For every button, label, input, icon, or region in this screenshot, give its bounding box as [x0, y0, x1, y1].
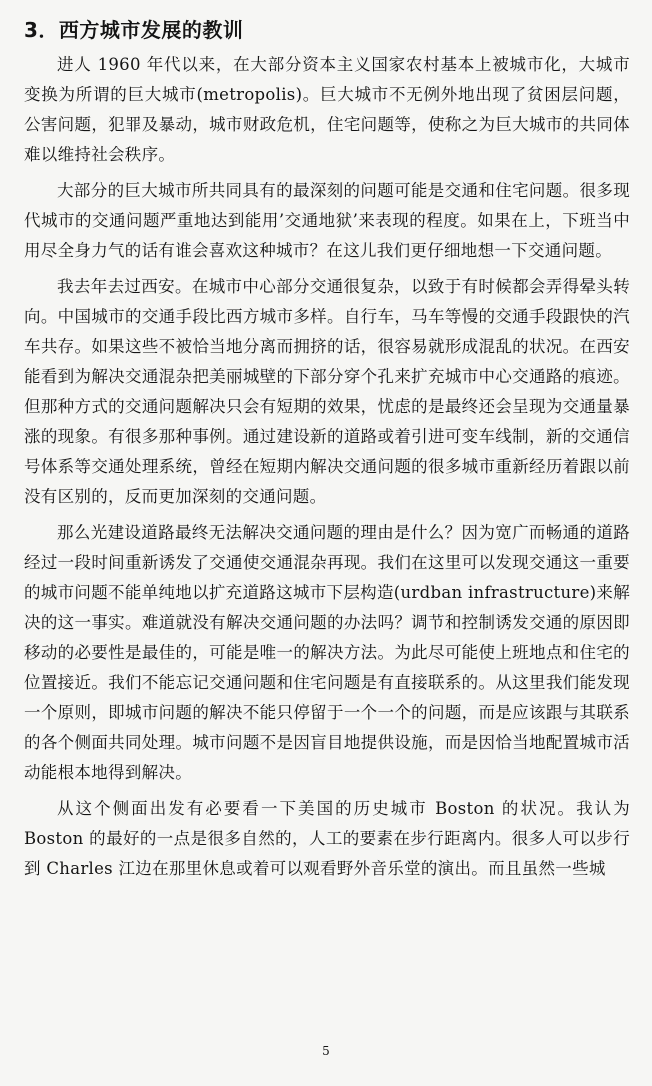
section-heading: 3．西方城市发展的教训 [24, 18, 244, 42]
paragraph-traffic-housing: 大部分的巨大城市所共同具有的最深刻的问题可能是交通和住宅问题。很多现代城市的交通问题严重地达到能用’交通地狱’来表现的程度。如果在上，下班当中用尽全身力气的话有谁会喜欢这种城市？在这儿我们更仔细地想一下交通问题。 [24, 181, 630, 260]
paragraph-metropolis: 进人 1960 年代以来，在大部分资本主义国家农村基本上被城市化，大城市变换为所谓的巨大城市(metropolis)。巨大城市不无例外地出现了贫困层问题，公害问题，犯罪及暴动，城市财政危机，住宅问题等，使称之为巨大城市的共同体难以维持社会秩序。 [24, 55, 630, 164]
paragraph-xian: 我去年去过西安。在城市中心部分交通很复杂，以致于有时候都会弄得晕头转向。中国城市的交通手段比西方城市多样。自行车，马车等慢的交通手段跟快的汽车共存。如果这些不被恰当地分离而拥挤的话，很容易就形成混乱的状况。在西安能看到为解决交通混杂把美丽城壁的下部分穿个孔来扩充城市中心交通路的痕迹。但那种方式的交通问题解决只会有短期的效果，忧虑的是最终还会呈现为交通量暴涨的现象。有很多那种事例。通过建设新的道路或着引进可变车线制，新的交通信号体系等交通处理系统，曾经在短期内解决交通问题的很多城市重新经历着跟以前没有区别的，反而更加深刻的交通问题。 [24, 277, 630, 506]
page-number: 5 [322, 1044, 330, 1058]
paragraph-boston: 从这个侧面出发有必要看一下美国的历史城市 Boston 的状况。我认为 Boston 的最好的一点是很多自然的，人工的要素在步行距离内。很多人可以步行到 Charles 江边在那里休息或着可以观看野外音乐堂的演出。而且虽然一些城 [24, 799, 630, 878]
paragraph-road-expansion: 那么光建设道路最终无法解决交通问题的理由是什么？因为宽广而畅通的道路经过一段时间重新诱发了交通使交通混杂再现。我们在这里可以发现交通这一重要的城市问题不能单纯地以扩充道路这城市下层构造(urdban infrastructure)来解决的这一事实。难道就没有解决交通问题的办法吗？调节和控制诱发交通的原因即移动的必要性是最佳的，可能是唯一的解决方法。为此尽可能使上班地点和住宅的位置接近。我们不能忘记交通问题和住宅问题是有直接联系的。从这里我们能发现一个原则，即城市问题的解决不能只停留于一个一个的问题，而是应该跟与其联系的各个侧面共同处理。城市问题不是因盲目地提供设施，而是因恰当地配置城市活动能根本地得到解决。 [24, 523, 630, 782]
